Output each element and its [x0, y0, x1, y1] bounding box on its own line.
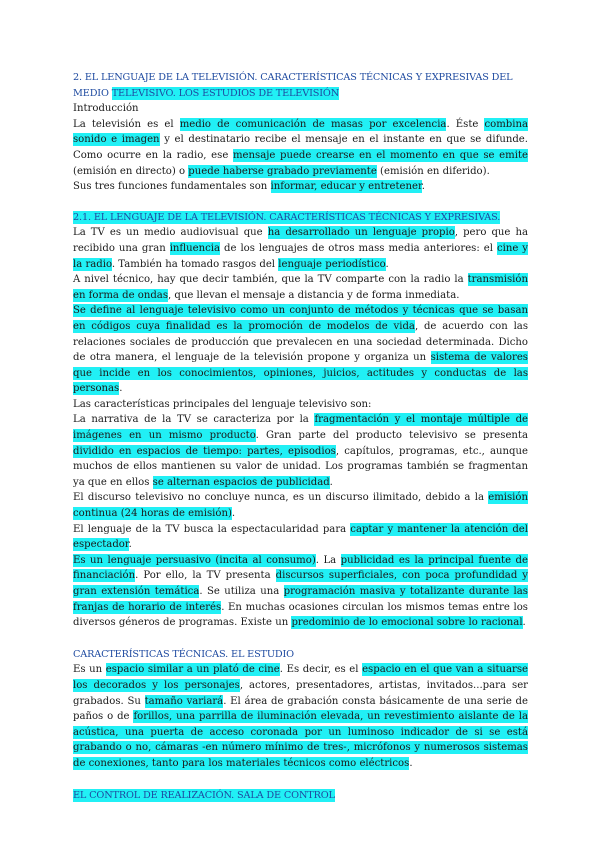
section-4-title: EL CONTROL DE REALIZACIÓN. SALA DE CONTROL [73, 789, 335, 801]
s2-paragraph-7: El lenguaje de la TV busca la espectacularidad para captar y mantener la atención del espectador. [73, 523, 528, 551]
s2-paragraph-1: La TV es un medio audiovisual que ha desarrollado un lenguaje propio, pero que ha recibido una gran influencia de los lenguajes de otros mass media anteriores: el cine y la radio. También ha tomado rasgos del lenguaje periodístico. [73, 227, 528, 270]
section-3-title: CARACTERÍSTICAS TÉCNICAS. EL ESTUDIO [73, 648, 294, 660]
section-1-title: 2. EL LENGUAJE DE LA TELEVISIÓN. CARACTERÍSTICAS TÉCNICAS Y EXPRESIVAS DEL MEDIO TELEVISIVO. LOS ESTUDIOS DE TELEVISIÓN [73, 72, 513, 99]
s2-paragraph-4: Las características principales del lenguaje televisivo son: [73, 398, 372, 410]
s2-paragraph-8: Es un lenguaje persuasivo (incita al consumo). La publicidad es la principal fuente de financiación. Por ello, la TV presenta discursos superficiales, con poca profundidad y gran extensión temática. Se utiliza una programación masiva y totalizante durante las franjas de horario de interés. En muchas ocasiones circulan los mismos temas entre los diversos géneros de programas. Existe un predominio de lo emocional sobre lo racional. [73, 554, 528, 629]
s2-paragraph-3: Se define al lenguaje televisivo como un conjunto de métodos y técnicas que se basan en códigos cuya finalidad es la promoción de modelos de vida, de acuerdo con las relaciones sociales de producción que prevalecen en una sociedad determinada. Dicho de otra manera, el lenguaje de la televisión propone y organiza un sistema de valores que incide en los conocimientos, opiniones, juicios, actitudes y conductas de las personas. [73, 305, 528, 395]
s1-paragraph-1: La televisión es el medio de comunicación de masas por excelencia. Éste combina sonido e imagen y el destinatario recibe el mensaje en el instante en que se difunde. Como ocurre en la radio, ese mensaje puede crearse en el momento en que se emite (emisión en directo) o puede haberse grabado previamente (emisión en diferido). [73, 118, 528, 177]
s2-paragraph-5: La narrativa de la TV se caracteriza por la fragmentación y el montaje múltiple de imágenes en un mismo producto. Gran parte del producto televisivo se presenta dividido en espacios de tiempo: partes, episodios, capítulos, programas, etc., aunque muchos de ellos mantienen su valor de unidad. Los programas también se fragmentan ya que en ellos se alternan espacios de publicidad. [73, 414, 529, 488]
intro-label: Introducción [73, 103, 139, 115]
s1-paragraph-2: Sus tres funciones fundamentales son informar, educar y entretener. [73, 181, 425, 193]
s2-paragraph-6: El discurso televisivo no concluye nunca, es un discurso ilimitado, debido a la emisión continua (24 horas de emisión). [73, 492, 528, 520]
s2-paragraph-2: A nivel técnico, hay que decir también, que la TV comparte con la radio la transmisión en forma de ondas, que llevan el mensaje a distancia y de forma inmediata. [73, 274, 528, 301]
s3-paragraph-1: Es un espacio similar a un plató de cine. Es decir, es el espacio en el que van a situarse los decorados y los personajes, actores, presentadores, artistas, invitados...para ser grabados. Su tamaño variará. El área de grabación consta básicamente de una serie de paños o de forillos, una parrilla de iluminación elevada, un revestimiento aislante de la acústica, una puerta de acceso coronada por un luminoso indicador de si se está grabando o no, cámaras -en número mínimo de tres-, micrófonos y numerosos sistemas de conexiones, tanto para los materiales técnicos como eléctricos. [73, 664, 529, 769]
section-2-title: 2.1. EL LENGUAJE DE LA TELEVISIÓN. CARACTERÍSTICAS TÉCNICAS Y EXPRESIVAS. [73, 211, 501, 223]
